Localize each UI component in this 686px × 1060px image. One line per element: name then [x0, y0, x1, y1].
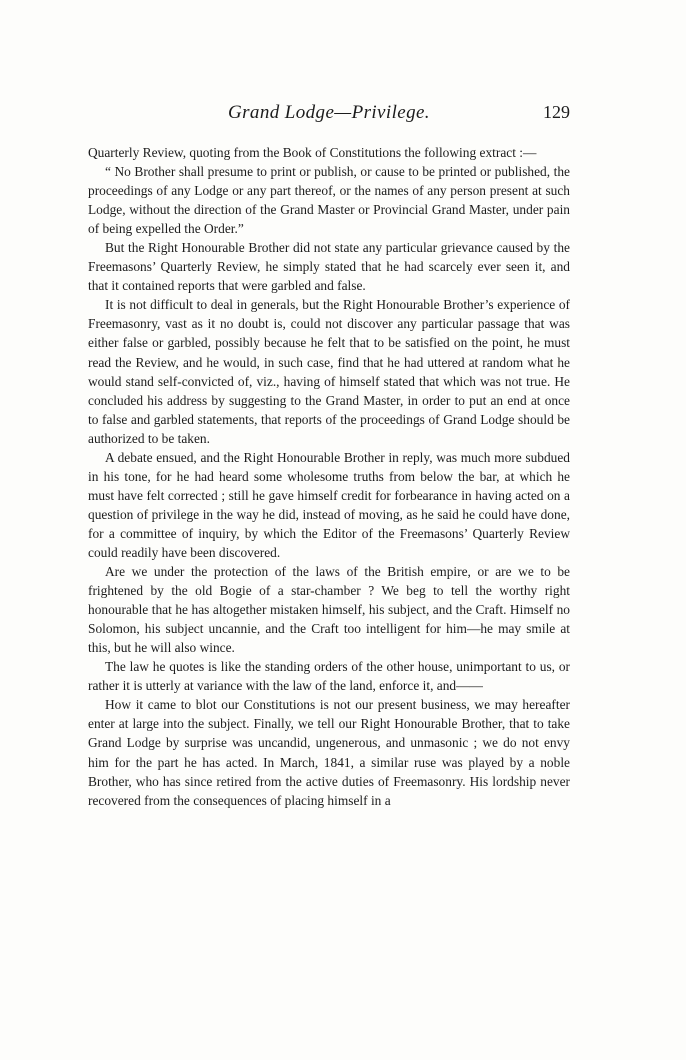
paragraph-3: But the Right Honourable Brother did not state any particular grievance caused by the Freemasons’ Quarterly Review, he simply stated that he had scarcely ever seen it, and that it contained reports that were garbled and false.	[88, 240, 570, 294]
paragraph-4: It is not difficult to deal in generals, but the Right Honourable Brother’s experience of Freemasonry, vast as it no doubt is, could not discover any particular passage that was either false or garbled, possibly because he felt that to be satisfied on the point, he must read the Review, and he would, in such case, find that he had uttered at random what he would stand self-convicted of, viz., having of himself stated that which was not true. He concluded his address by suggesting to the Grand Master, in order to put an end at once to false and garbled statements, that reports of the proceedings of Grand Lodge should be authorized to be taken.	[88, 297, 570, 446]
running-title: Grand Lodge—Privilege.	[228, 102, 430, 123]
paragraph-5: A debate ensued, and the Right Honourable Brother in reply, was much more subdued in his tone, for he had heard some wholesome truths from below the bar, at which he must have felt corrected ; still he gave himself credit for forbearance in having acted on a question of privilege in the way he did, instead of moving, as he said he could have done, for a committee of inquiry, by which the Editor of the Freemasons’ Quarterly Review could readily have been discovered.	[88, 449, 570, 560]
paragraph-continuation: Quarterly Review, quoting from the Book of Constitutions the following extract :—	[88, 145, 537, 160]
paragraph-6: Are we under the protection of the laws of the British empire, or are we to be frightened by the old Bogie of a star-chamber ? We beg to tell the worthy right honourable that he has altogether mistaken himself, his subject, and the Craft. Himself no Solomon, his subject uncannie, and the Craft too intelligent for him—he may smile at this, but he will also wince.	[88, 564, 570, 656]
body-text	[88, 143, 570, 810]
page-number: 129	[543, 102, 570, 122]
paragraph-quotation: “ No Brother shall presume to print or publish, or cause to be printed or published, the proceedings of any Lodge or any part thereof, or the names of any person present at such Lodge, without the direction of the Grand Master or Provincial Grand Master, under pain of being expelled the Order.”	[88, 164, 570, 237]
running-head	[88, 102, 570, 130]
paragraph-8: How it came to blot our Constitutions is not our present business, we may hereafter enter at large into the subject. Finally, we tell our Right Honourable Brother, that to take Grand Lodge by surprise was uncandid, ungenerous, and unmasonic ; we do not envy him for the part he has acted. In March, 1841, a similar ruse was played by a noble Brother, who has since retired from the active duties of Freemasonry. His lordship never recovered from the consequences of placing himself in a	[88, 697, 570, 808]
paragraph-7: The law he quotes is like the standing orders of the other house, unimportant to us, or rather it is utterly at variance with the law of the land, enforce it, and——	[88, 659, 570, 694]
